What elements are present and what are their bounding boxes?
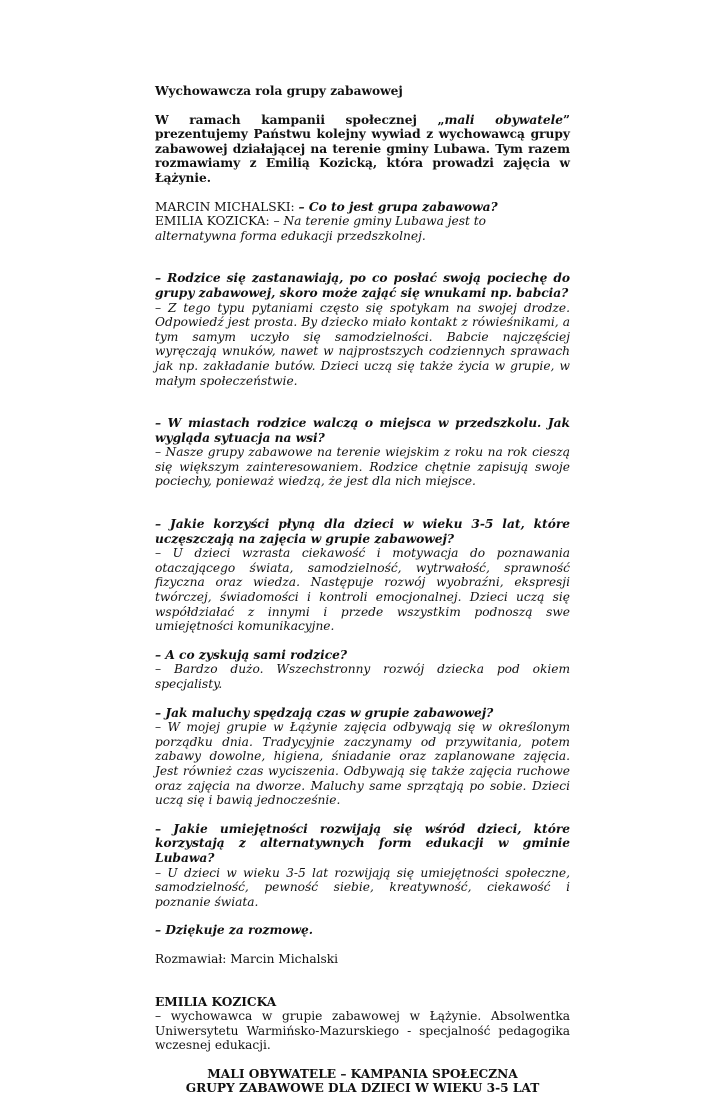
qa-block-5 <box>155 648 570 692</box>
question-text: – A co zyskują sami rodzice? <box>155 647 348 662</box>
answer-text: – Nasze grupy zabawowe na terenie wiejskim z roku na rok cieszą się większym zainteresowaniem. Rodzice chętnie zapisują swoje pociechy, ponieważ wiedzą, że jest dla nich miejsce. <box>155 445 570 489</box>
answer-text: – Bardzo dużo. Wszechstronny rozwój dziecka pod okiem specjalisty. <box>155 662 570 691</box>
question-text: – Co to jest grupa zabawowa? <box>298 199 498 214</box>
question-text: – Jakie umiejętności rozwijają się wśród dzieci, które korzystają z alternatywnych form edukacji w gminie Lubawa? <box>155 821 570 865</box>
bio-text: – wychowawca w grupie zabawowej w Łążynie. Absolwentka Uniwersytetu Warmińsko-Mazurskiego - specjalność pedagogika wczesnej edukacji. <box>155 1009 570 1053</box>
thanks-line: – Dziękuje za rozmowę. <box>155 923 313 938</box>
qa-block-2 <box>155 271 570 388</box>
answer-text: – U dzieci wzrasta ciekawość i motywacja do poznawania otaczającego świata, samodzielność, wytrwałość, sprawność fizyczna oraz wiedza. Następuje rozwój wyobraźni, ekspresji twórczej, świadomości i kontroli emocjonalnej. Dzieci uczą się współdziałać z innymi i przede wszystkim podnoszą swe umiejętności komunikacyjne. <box>155 546 570 634</box>
qa-block-6 <box>155 706 570 808</box>
question-text: – W miastach rodzice walczą o miejsca w przedszkolu. Jak wygląda sytuacja na wsi? <box>155 416 570 445</box>
intro-before: W ramach kampanii społecznej „ <box>155 112 445 127</box>
question-text: – Rodzice się zastanawiają, po co posłać swoją pociechę do grupy zabawowej, skoro może zająć się wnukami np. babcia? <box>155 271 570 300</box>
intro-after: ” prezentujemy Państwu kolejny wywiad z wychowawcą grupy zabawowej działającej na terenie gminy Lubawa. Tym razem rozmawiamy z Emilią Kozicką, która prowadzi zajęcia w Łążynie. <box>155 112 570 185</box>
qa-block-1 <box>155 200 570 244</box>
author-line: Rozmawiał: Marcin Michalski <box>155 951 339 966</box>
question-text: – Jak maluchy spędzają czas w grupie zabawowej? <box>155 705 494 720</box>
answer-text: – U dzieci w wieku 3-5 lat rozwijają się umiejętności społeczne, samodzielność, pewność siebie, kreatywność, ciekawość i poznanie świata. <box>155 865 570 909</box>
article-title: Wychowawcza rola grupy zabawowej <box>155 84 403 98</box>
article-intro <box>155 113 570 186</box>
article <box>155 84 570 1096</box>
bio-name: EMILIA KOZICKA <box>155 994 277 1009</box>
qa-block-4 <box>155 517 570 634</box>
footer-line-1: MALI OBYWATELE – KAMPANIA SPOŁECZNA <box>207 1066 518 1081</box>
campaign-name: mali obywatele <box>444 112 563 127</box>
interviewer-name: MARCIN MICHALSKI: <box>155 199 299 214</box>
interviewee-name: EMILIA KOZICKA: <box>155 214 274 229</box>
qa-block-3 <box>155 416 570 489</box>
question-text: – Jakie korzyści płyną dla dzieci w wieku 3-5 lat, które uczęszczają na zajęcia w grupie zabawowej? <box>155 517 570 546</box>
question <box>155 200 570 215</box>
answer <box>155 214 570 243</box>
footer-line-2: GRUPY ZABAWOWE DLA DZIECI W WIEKU 3-5 LAT <box>185 1081 540 1096</box>
qa-block-7 <box>155 822 570 910</box>
answer-text: – Z tego typu pytaniami często się spotykam na swojej drodze. Odpowiedź jest prosta. By dziecko miało kontakt z rówieśnikami, a tym samym uczyło się samodzielności. Babcie najczęściej wyręczają wnuków, nawet w najprostszych codziennych sprawach jak np. zakładanie butów. Dzieci uczą się także życia w grupie, w małym społeczeństwie. <box>155 300 570 388</box>
answer-text: – W mojej grupie w Łążynie zajęcia odbywają się w określonym porządku dnia. Tradycyjnie zaczynamy od przywitania, potem zabawy dowolne, higiena, śniadanie oraz zaplanowane zajęcia. Jest również czas wyciszenia. Odbywają się także zajęcia ruchowe oraz zajęcia na dworze. Maluchy same sprzątają po sobie. Dzieci uczą się i bawią jednocześnie. <box>155 720 570 808</box>
campaign-footer <box>155 1067 570 1096</box>
answer-text: – Na terenie gminy Lubawa jest to alternatywna forma edukacji przedszkolnej. <box>155 214 487 243</box>
